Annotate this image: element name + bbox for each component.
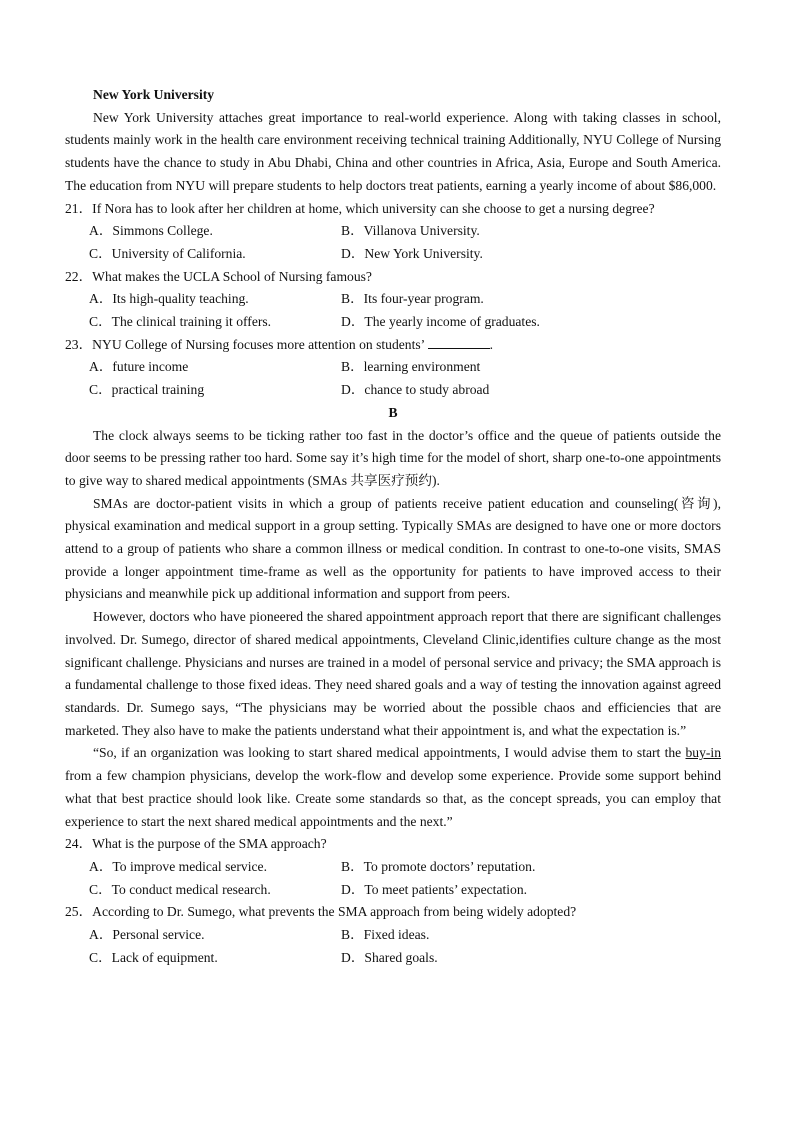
option-c: C．The clinical training it offers. — [89, 314, 272, 330]
passage-paragraph: New York University attaches great importance to real-world experience. Along with taking classes in school, students mainly work in the health care environment receiving technical training Additionally, NYU College of Nursing students have the chance to study in Abu Dhabi, China and other countries in Africa, Asia, Europe and South America. The education from NYU will prepare students to help doctors treat patients, earning a yearly income of about $86,000. — [65, 109, 721, 193]
option-d: D．New York University. — [341, 245, 483, 261]
question-23 — [65, 334, 721, 357]
paragraph-4-end: from a few champion physicians, develop the work-flow and develop some experience. Provide some support behind what that best practice should look like. Create some standards so that, as the concept spreads, you can employ that experience to start the next shared medical appointments and the next.” — [65, 768, 721, 829]
option-a: A．To improve medical service. — [89, 858, 267, 874]
question-25-options — [65, 924, 721, 969]
passage-title: New York University — [93, 87, 215, 102]
option-d: D．Shared goals. — [341, 949, 438, 965]
option-b: B．learning environment — [341, 359, 481, 375]
option-b: B．Fixed ideas. — [341, 927, 430, 943]
passage-b-paragraph-4 — [65, 742, 721, 833]
option-a: A．Its high-quality teaching. — [89, 291, 249, 307]
question-25: 25．According to Dr. Sumego, what prevents the SMA approach from being widely adopted? — [65, 904, 577, 920]
option-a: A．Personal service. — [89, 927, 205, 943]
question-24-options — [65, 856, 721, 901]
underlined-term: buy-in — [685, 745, 721, 761]
option-d: D．To meet patients’ expectation. — [341, 881, 528, 897]
question-23-options — [65, 356, 721, 401]
option-c: C．To conduct medical research. — [89, 881, 271, 897]
option-a: A．Simmons College. — [89, 223, 213, 239]
question-21: 21．If Nora has to look after her children at home, which university can she choose to get a nursing degree? — [65, 200, 655, 216]
option-d: D．chance to study abroad — [341, 382, 490, 398]
document-page — [65, 84, 721, 969]
question-21-options — [65, 220, 721, 265]
question-24: 24．What is the purpose of the SMA approach? — [65, 836, 327, 852]
option-d: D．The yearly income of graduates. — [341, 314, 540, 330]
question-22-options — [65, 288, 721, 333]
passage-b-paragraph-1: The clock always seems to be ticking rather too fast in the doctor’s office and the queue of patients outside the door seems to be pressing rather too hard. Some say it’s high time for the model of short, sharp one-to-one appointments to give way to shared medical appointments (SMAs 共享医疗预约). — [65, 427, 721, 488]
section-b-label: B — [388, 404, 398, 420]
question-22: 22．What makes the UCLA School of Nursing famous? — [65, 268, 372, 284]
option-b: B．Villanova University. — [341, 223, 480, 239]
option-c: C．Lack of equipment. — [89, 949, 218, 965]
answer-blank — [428, 334, 490, 349]
option-b: B．Its four-year program. — [341, 291, 484, 307]
option-c: C．University of California. — [89, 245, 246, 261]
passage-b-paragraph-2: SMAs are doctor-patient visits in which a group of patients receive patient education and counseling(咨询), physical examination and medical support in a group setting. Typically SMAs are designed to have one or more doctors attend to a group of patients who share a common illness or medical condition. In contrast to one-to-one visits, SMAS provide a longer appointment time-frame as well as the opportunity for patients to have improved access to their physicians and meanwhile pick up additional information and support from peers. — [65, 495, 721, 602]
option-b: B．To promote doctors’ reputation. — [341, 858, 536, 874]
option-a: A．future income — [89, 359, 189, 375]
question-23-stem-end: . — [489, 336, 493, 352]
option-c: C．practical training — [89, 382, 205, 398]
passage-b-paragraph-3: However, doctors who have pioneered the shared appointment approach report that there are significant challenges involved. Dr. Sumego, director of shared medical appointments, Cleveland Clinic,identifies culture change as the most significant challenge. Physicians and nurses are trained in a model of personal service and privacy; the SMA approach is a fundamental challenge to those fixed ideas. They need shared goals and a way of testing the innovation against agreed standards. Dr. Sumego says, “The physicians may be worried about the possible chaos and efficiencies that are marketed. They also have to make the patients understand what their appointment is, and what the expectation is.” — [65, 609, 721, 738]
paragraph-4-start: “So, if an organization was looking to start shared medical appointments, I would advise them to start the — [93, 745, 682, 761]
question-23-stem: 23．NYU College of Nursing focuses more attention on students’ — [65, 336, 425, 352]
